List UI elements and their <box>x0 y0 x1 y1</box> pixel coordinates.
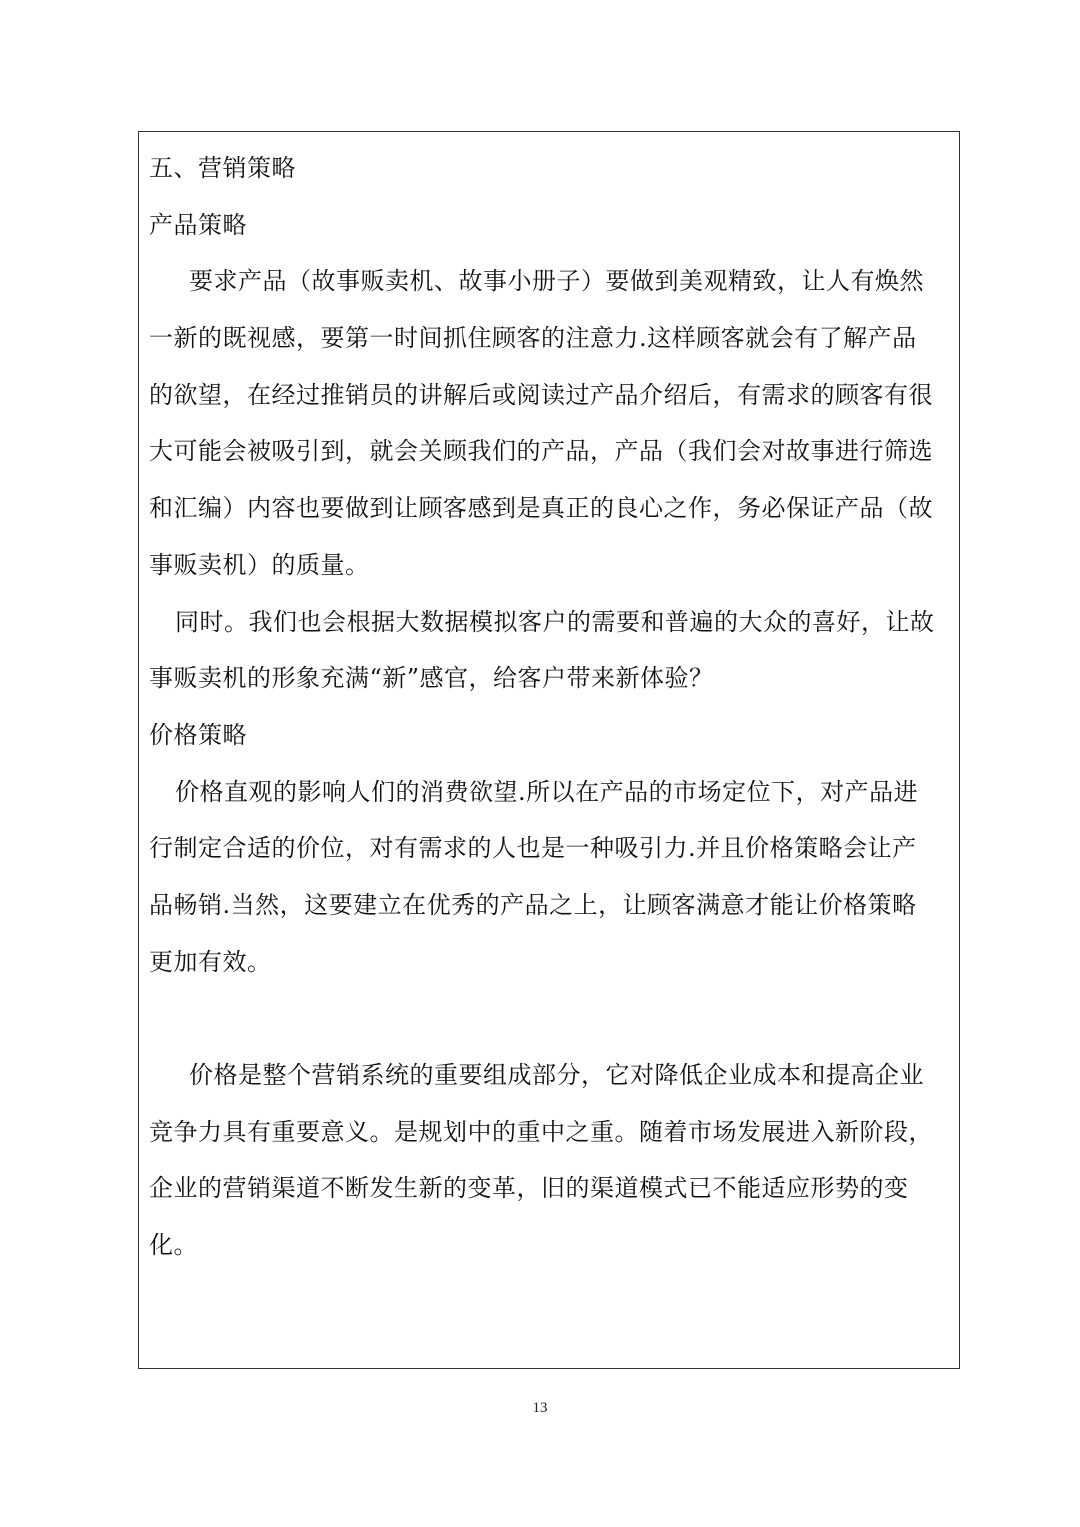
product-strategy-heading: 产品策略 <box>149 210 247 239</box>
price-strategy-heading: 价格策略 <box>149 720 247 749</box>
text-line: 事贩卖机的形象充满“新”感官，给客户带来新体验？ <box>149 664 714 693</box>
text-line: 和汇编）内容也要做到让顾客感到是真正的良心之作，务必保证产品（故 <box>149 494 933 523</box>
text-line: 大可能会被吸引到，就会关顾我们的产品，产品（我们会对故事进行筛选 <box>149 437 933 466</box>
text-line: 价格直观的影响人们的消费欲望.所以在产品的市场定位下，对产品进 <box>175 777 919 806</box>
price-strategy-paragraph-2 <box>149 1047 951 1274</box>
text-line: 企业的营销渠道不断发生新的变革，旧的渠道模式已不能适应形势的变 <box>149 1174 909 1203</box>
content-frame <box>138 131 960 1369</box>
document-body <box>149 140 951 1274</box>
text-line: 行制定合适的价位，对有需求的人也是一种吸引力.并且价格策略会让产 <box>149 834 917 863</box>
text-line: 事贩卖机）的质量。 <box>149 550 370 579</box>
text-line: 的欲望，在经过推销员的讲解后或阅读过产品介绍后，有需求的顾客有很 <box>149 380 933 409</box>
paragraph-spacer <box>149 990 951 1047</box>
text-line: 同时。我们也会根据大数据模拟客户的需要和普遍的大众的喜好，让故 <box>175 607 935 636</box>
text-line: 化。 <box>149 1231 198 1260</box>
text-line: 价格是整个营销系统的重要组成部分，它对降低企业成本和提高企业 <box>189 1061 924 1089</box>
text-line: 更加有效。 <box>149 947 272 976</box>
text-line: 竞争力具有重要意义。是规划中的重中之重。随着市场发展进入新阶段， <box>149 1117 933 1146</box>
price-strategy-paragraph-1 <box>149 764 951 991</box>
text-line: 品畅销.当然，这要建立在优秀的产品之上，让顾客满意才能让价格策略 <box>149 890 917 919</box>
text-line: 一新的既视感，要第一时间抓住顾客的注意力.这样顾客就会有了解产品 <box>149 324 917 353</box>
text-line: 要求产品（故事贩卖机、故事小册子）要做到美观精致，让人有焕然 <box>189 267 924 296</box>
product-strategy-paragraph-1 <box>149 253 951 593</box>
page-number: 13 <box>532 1400 548 1416</box>
section-title: 五、营销策略 <box>149 154 296 182</box>
product-strategy-paragraph-2 <box>149 594 951 707</box>
